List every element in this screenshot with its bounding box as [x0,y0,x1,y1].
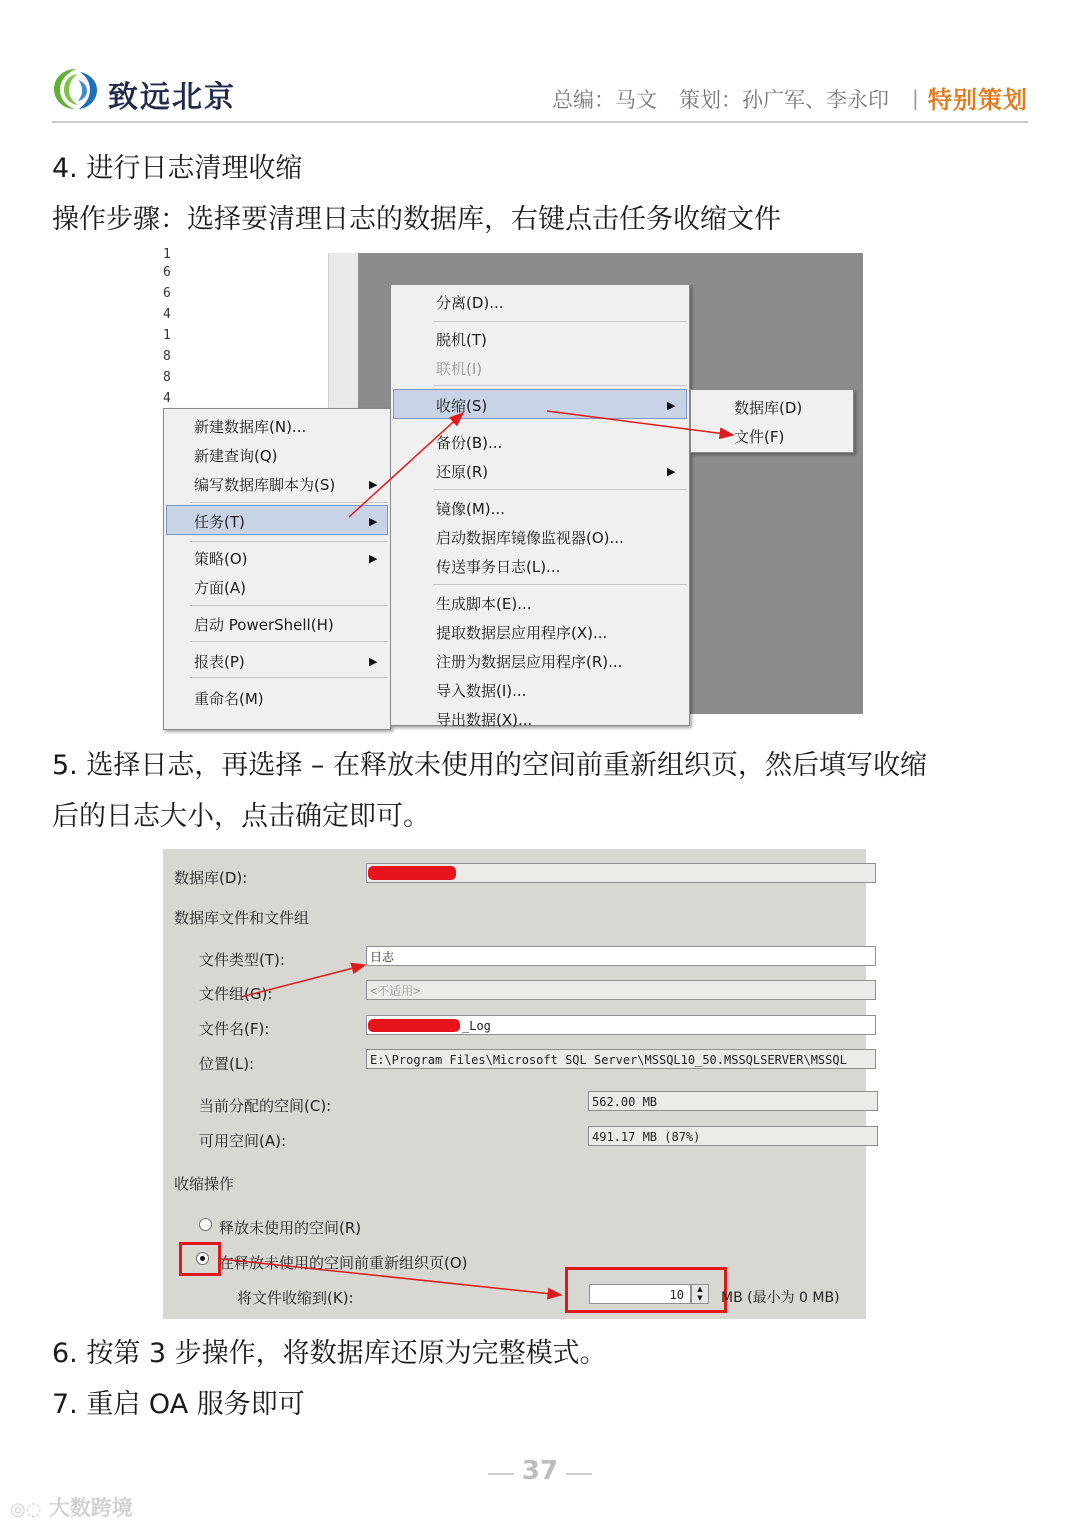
row-number: 1 [163,328,171,343]
menu-item-backup[interactable]: 备份(B)... [436,434,503,452]
shrink-to-input[interactable]: 10 [589,1284,691,1304]
shrink-group-label: 收缩操作 [174,1175,235,1193]
menu-item-offline[interactable]: 脱机(T) [436,331,487,349]
shrink-to-unit: MB (最小为 0 MB) [721,1290,840,1306]
submenu-arrow-icon: ▶ [369,515,378,528]
spinner-icon[interactable]: ▲ ▼ [691,1284,709,1304]
menu-item-extract-dac[interactable]: 提取数据层应用程序(X)... [436,624,608,642]
submenu-arrow-icon: ▶ [667,465,676,478]
watermark [10,1492,133,1522]
menu-item-generate-scripts[interactable]: 生成脚本(E)... [436,595,532,613]
row-number: 4 [163,307,171,322]
available-field: 491.17 MB (87%) [588,1126,878,1146]
submenu-arrow-icon: ▶ [667,399,676,412]
annotation-arrows [163,253,863,714]
row-number: 8 [163,370,171,385]
logo-icon [52,66,100,112]
section-tag: 特别策划 [928,86,1028,114]
menu-item-shrink-database[interactable]: 数据库(D) [734,399,803,417]
menu-item-restore[interactable]: 还原(R) [436,463,489,481]
page-number: 37 [521,1456,559,1486]
file-type-select[interactable]: 日志 [366,946,876,966]
location-label: 位置(L): [199,1055,255,1073]
file-type-label: 文件类型(T): [199,951,285,969]
header-divider [52,121,1028,123]
menu-item-reports[interactable]: 报表(P) [194,653,245,671]
menu-item-powershell[interactable]: 启动 PowerShell(H) [194,616,334,634]
submenu-arrow-icon: ▶ [369,552,378,565]
menu-item-shrink[interactable]: 收缩(S) [436,397,488,415]
menu-item-detach[interactable]: 分离(D)... [436,294,504,312]
row-number: 6 [163,265,171,280]
available-label: 可用空间(A): [199,1132,287,1150]
group-label: 数据库文件和文件组 [174,909,310,927]
header-credits [552,84,889,114]
menu-item-import-data[interactable]: 导入数据(I)... [436,682,527,700]
row-number: 1 [163,247,171,262]
menu-item-facets[interactable]: 方面(A) [194,579,246,597]
menu-item-policies[interactable]: 策略(O) [194,550,248,568]
allocated-field: 562.00 MB [588,1091,878,1111]
menu-item-mirror-monitor[interactable]: 启动数据库镜像监视器(O)... [436,529,624,547]
menu-item-new-database[interactable]: 新建数据库(N)... [194,418,307,436]
menu-item-tasks[interactable]: 任务(T) [194,513,245,531]
row-number: 6 [163,286,171,301]
step6: 6. 按第 3 步操作，将数据库还原为完整模式。 [52,1338,607,1369]
header-separator: | [912,86,919,110]
context-menu-screenshot [163,247,863,729]
menu-item-online: 联机(I) [436,360,483,378]
menu-item-shrink-file[interactable]: 文件(F) [734,428,785,446]
planner-credit: 策划：孙广军、李永印 [679,88,889,112]
allocated-label: 当前分配的空间(C): [199,1097,332,1115]
option1-label: 释放未使用的空间(R) [219,1219,362,1237]
row-number: 8 [163,349,171,364]
step7: 7. 重启 OA 服务即可 [52,1389,305,1420]
submenu-arrow-icon: ▶ [369,478,378,491]
filegroup-label: 文件组(G): [199,985,273,1003]
annotation-arrows [163,849,866,1319]
step4-desc: 操作步骤：选择要清理日志的数据库，右键点击任务收缩文件 [52,204,781,235]
menu-item-export-data[interactable]: 导出数据(X)... [436,711,533,729]
logo-text: 致远北京 [108,80,236,115]
menu-item-rename[interactable]: 重命名(M) [194,690,264,708]
step4-title: 4. 进行日志清理收缩 [52,153,303,184]
watermark-logo-icon: ◎◌ [10,1499,42,1520]
menu-item-register-dac[interactable]: 注册为数据层应用程序(R)... [436,653,623,671]
menu-item-new-query[interactable]: 新建查询(Q) [194,447,278,465]
menu-item-mirror[interactable]: 镜像(M)... [436,500,505,518]
page-number-rule [566,1473,592,1475]
menu-item-log-shipping[interactable]: 传送事务日志(L)... [436,558,561,576]
step5-line1: 5. 选择日志，再选择 – 在释放未使用的空间前重新组织页，然后填写收缩 [52,750,928,781]
filegroup-select: <不适用> [366,980,876,1000]
filename-label: 文件名(F): [199,1020,270,1038]
location-field: E:\Program Files\Microsoft SQL Server\MSSQL10_50.MSSQLSERVER\MSSQL [366,1049,876,1069]
step5-line2: 后的日志大小，点击确定即可。 [52,801,430,832]
watermark-text: 大数跨境 [48,1496,133,1520]
shrink-file-dialog [163,849,866,1319]
database-label: 数据库(D): [174,869,248,887]
editor-credit: 总编：马文 [552,88,657,112]
row-number: 4 [163,391,171,406]
shrink-to-label: 将文件收缩到(K): [237,1289,354,1307]
submenu-arrow-icon: ▶ [369,655,378,668]
option2-label: 在释放未使用的空间前重新组织页(O) [219,1254,468,1272]
filename-value: _Log [462,1019,491,1033]
menu-item-script-database[interactable]: 编写数据库脚本为(S) [194,476,336,494]
